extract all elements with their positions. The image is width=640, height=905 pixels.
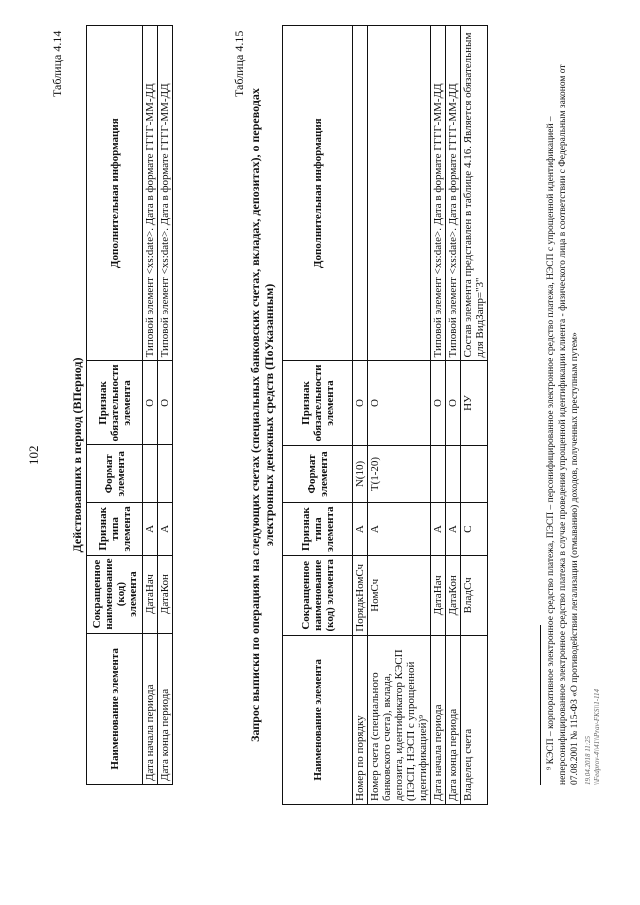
table2-title-line2: электронных денежных средств (ПоУказанным): [262, 283, 276, 547]
table2-header-row: [283, 26, 353, 805]
table-cell: ДатаКон: [158, 555, 173, 633]
table-cell: А: [353, 503, 368, 555]
footnote-line3: 07.08.2001 № 115-ФЗ «О противодействии легализации (отмыванию) доходов, полученных преступным путем»: [570, 332, 580, 785]
table-cell: О: [431, 361, 446, 445]
table-cell: ВладСч: [461, 555, 488, 635]
table-cell: Типовой элемент <xs:date>. Дата в формате ГГГГ-ММ-ДД: [431, 26, 446, 361]
table-cell: [353, 26, 368, 361]
table1-header-cell: Признак типа элемента: [87, 503, 143, 555]
table-cell: С: [461, 503, 488, 555]
stamp-path: \\Fedprov-4\\41\\Prav-FKS\\1-114: [593, 688, 601, 785]
table-cell: О: [143, 361, 158, 445]
table-cell: О: [368, 361, 431, 445]
table-cell: Типовой элемент <xs:date>. Дата в формате ГГГГ-ММ-ДД: [143, 26, 158, 361]
table1-header-cell: Наименование элемента: [87, 633, 143, 784]
table2-title-line1: Запрос выписки по операциям на следующих счетах (специальных банковских счетах, вкладах, депозитах), о переводах: [248, 88, 262, 742]
table-row: [446, 26, 461, 805]
table-cell: А: [446, 503, 461, 555]
table-cell: [446, 445, 461, 503]
table2: [282, 25, 488, 805]
table-cell: [368, 26, 431, 361]
table1: [86, 25, 173, 785]
table2-caption: Таблица 4.15: [232, 30, 246, 97]
table-cell: Типовой элемент <xs:date>. Дата в формате ГГГГ-ММ-ДД: [446, 26, 461, 361]
table-cell: О: [158, 361, 173, 445]
table-cell: ДатаКон: [446, 555, 461, 635]
table-row: [158, 26, 173, 785]
footnote-separator: [540, 625, 541, 785]
table-cell: Типовой элемент <xs:date>. Дата в формате ГГГГ-ММ-ДД: [158, 26, 173, 361]
table1-header-cell: Сокращенное наименование (код) элемента: [87, 555, 143, 633]
table-cell: А: [143, 503, 158, 555]
table-row: [353, 26, 368, 805]
footnote-line1: ⁹ КЭСП – корпоративное электронное средство платежа, ПЭСП – персонифицированное электронное средство платежа, НЭСП с упрощенной идентификацией –: [546, 116, 556, 770]
table-cell: Дата конца периода: [446, 635, 461, 804]
table2-header-cell: Сокращенное наименование (код) элемента: [283, 555, 353, 635]
table-cell: N(10): [353, 445, 368, 503]
table-cell: ДатаНач: [143, 555, 158, 633]
table-cell: [461, 445, 488, 503]
table-cell: А: [368, 503, 431, 555]
table2-header-cell: Признак обязательности элемента: [283, 361, 353, 445]
table-cell: [158, 445, 173, 503]
table-row: [431, 26, 446, 805]
table1-header-cell: Формат элемента: [87, 445, 143, 503]
table-row: [461, 26, 488, 805]
table-row: [368, 26, 431, 805]
table-cell: А: [158, 503, 173, 555]
table2-header-cell: Дополнительная информация: [283, 26, 353, 361]
page-number: 102: [26, 445, 41, 465]
table-cell: T(1-20): [368, 445, 431, 503]
table-cell: Состав элемента представлен в таблице 4.16. Является обязательным для ВидЗапр="3": [461, 26, 488, 361]
table-cell: А: [431, 503, 446, 555]
table-cell: ПорядкНомСч: [353, 555, 368, 635]
table-cell: Номер по порядку: [353, 635, 368, 804]
table-cell: Владелец счета: [461, 635, 488, 804]
table-cell: О: [446, 361, 461, 445]
table-cell: ДатаНач: [431, 555, 446, 635]
table-cell: Дата конца периода: [158, 633, 173, 784]
table-cell: О: [353, 361, 368, 445]
table-cell: Дата начала периода: [143, 633, 158, 784]
table2-header-cell: Признак типа элемента: [283, 503, 353, 555]
stamp-date: 19.04.2018 11:25: [584, 735, 592, 785]
table1-caption: Таблица 4.14: [50, 30, 64, 97]
table1-header-cell: Дополнительная информация: [87, 26, 143, 361]
footnote-line2: неперсонифицированное электронное средство платежа в случае проведения упрощенной идентификации клиента - физического лица в соответствии с Федеральным законом от: [558, 64, 568, 785]
table-cell: [431, 445, 446, 503]
table-cell: Дата начала периода: [431, 635, 446, 804]
table-cell: [143, 445, 158, 503]
table-cell: НУ: [461, 361, 488, 445]
table-cell: НомСч: [368, 555, 431, 635]
table1-header-cell: Признак обязательности элемента: [87, 361, 143, 445]
table2-header-cell: Формат элемента: [283, 445, 353, 503]
table2-header-cell: Наименование элемента: [283, 635, 353, 804]
table-row: [143, 26, 158, 785]
table1-title: Действовавших в период (ВПериод): [70, 357, 84, 553]
table1-header-row: [87, 26, 143, 785]
table-cell: Номер счета (специального банковского счета), вклада, депозита, идентификатор КЭСП (ПЭСП, НЭСП с упрощенной идентификацией)⁹: [368, 635, 431, 804]
